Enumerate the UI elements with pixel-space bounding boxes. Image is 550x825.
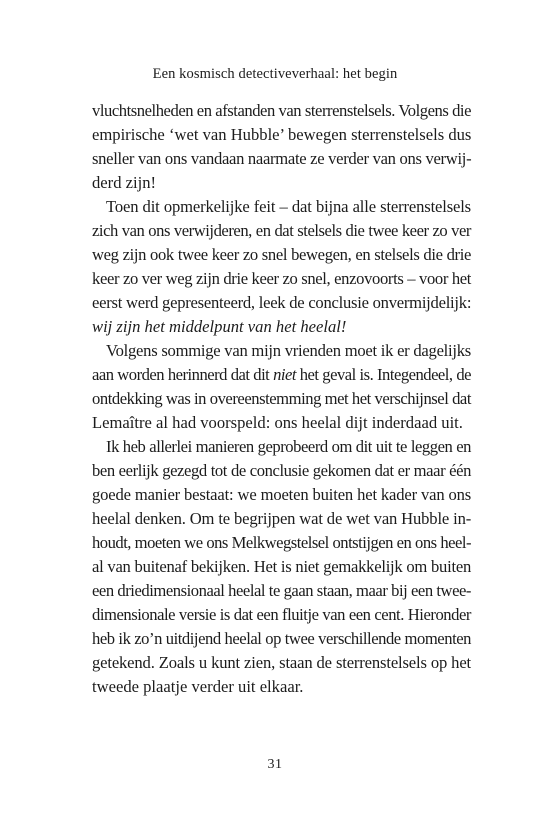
text-line: Ik heb allerlei manieren geprobeerd om dit uit te leggen en bbox=[106, 437, 471, 456]
paragraph-2 bbox=[92, 195, 471, 339]
paragraph-3 bbox=[92, 339, 471, 435]
italic-emphasis: wij zijn het middelpunt van het heelal! bbox=[92, 317, 347, 336]
text-line: tweede plaatje verder uit elkaar. bbox=[92, 677, 304, 696]
text-line bbox=[92, 315, 471, 339]
running-head: Een kosmisch detectiveverhaal: het begin bbox=[152, 66, 398, 82]
text-line: weg zijn ook twee keer zo snel bewegen, en stelsels die drie bbox=[92, 245, 471, 264]
text-line: Volgens sommige van mijn vrienden moet ik er dagelijks bbox=[106, 341, 472, 360]
text-line: eerst werd gepresenteerd, leek de conclusie onvermijdelijk: bbox=[92, 293, 472, 312]
text-line: Lemaître al had voorspeld: ons heelal dijt inderdaad uit. bbox=[92, 413, 463, 432]
text-line: dimensionale versie is dat een fluitje van een cent. Hieronder bbox=[92, 605, 471, 624]
text-line: heelal denken. Om te begrijpen wat de wet van Hubble in- bbox=[92, 509, 472, 528]
text-line: getekend. Zoals u kunt zien, staan de sterrenstelsels op het bbox=[92, 653, 471, 672]
italic-emphasis: niet bbox=[273, 365, 296, 384]
text-line: keer zo ver weg zijn drie keer zo snel, enzovoorts – voor het bbox=[92, 269, 472, 288]
text-line: een driedimensionaal heelal te gaan staan, maar bij een twee- bbox=[92, 581, 471, 600]
text-line: empirische ‘wet van Hubble’ bewegen sterrenstelsels dus bbox=[92, 125, 472, 144]
text-segment: het geval is. Integendeel, de bbox=[295, 365, 472, 384]
text-line: vluchtsnelheden en afstanden van sterrenstelsels. Volgens die bbox=[92, 101, 471, 120]
text-segment: aan worden herinnerd dat dit bbox=[92, 365, 274, 384]
text-line: ben eerlijk gezegd tot de conclusie gekomen dat er maar één bbox=[92, 461, 471, 480]
text-line: zich van ons verwijderen, en dat stelsels die twee keer zo ver bbox=[92, 221, 471, 240]
text-line: Toen dit opmerkelijke feit – dat bijna alle sterrenstelsels bbox=[106, 197, 471, 216]
text-line: derd zijn! bbox=[92, 173, 157, 192]
page-number: 31 bbox=[267, 757, 283, 772]
text-line: sneller van ons vandaan naarmate ze verder van ons verwij- bbox=[92, 149, 472, 168]
text-line: houdt, moeten we ons Melkwegstelsel ontstijgen en ons heel- bbox=[92, 533, 471, 552]
text-line: goede manier bestaat: we moeten buiten het kader van ons bbox=[92, 485, 472, 504]
text-line: al van buitenaf bekijken. Het is niet gemakkelijk om buiten bbox=[92, 557, 471, 576]
text-line: ontdekking was in overeenstemming met het verschijnsel dat bbox=[92, 389, 471, 408]
paragraph-4 bbox=[92, 435, 471, 699]
body-text bbox=[92, 99, 471, 699]
paragraph-1 bbox=[92, 99, 471, 195]
text-line: heb ik zo’n uitdijend heelal op twee verschillende momenten bbox=[92, 629, 471, 648]
text-line bbox=[92, 363, 471, 387]
